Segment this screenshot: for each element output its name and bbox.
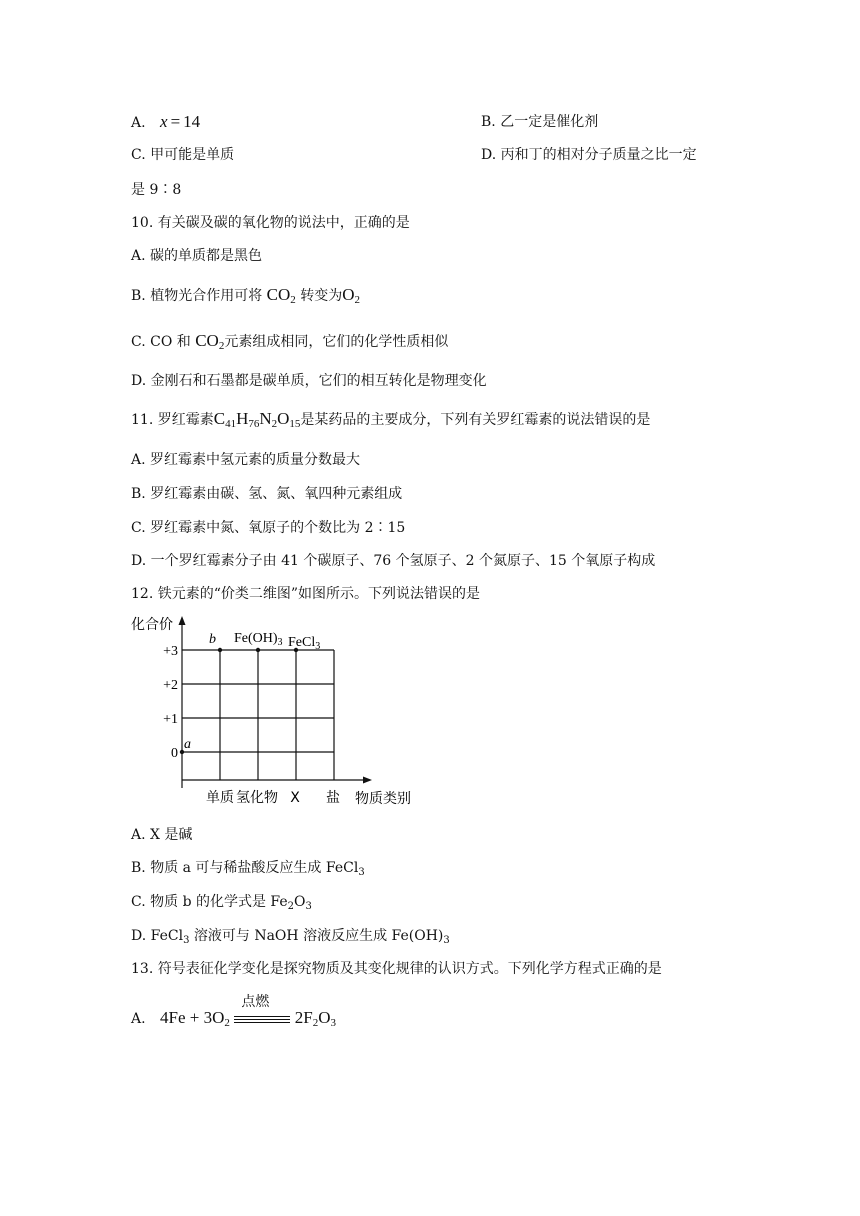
q12-option-a: A. X 是碱 [131,827,193,843]
q10-stem: 10. 有关碳及碳的氧化物的说法中，正确的是 [131,215,410,231]
q9-option-a [131,112,200,133]
q11-option-c: C. 罗红霉素中氮、氧原子的个数比为 2∶15 [131,520,406,536]
y-axis-label: 化合价 [131,617,173,633]
q12-option-d: D. FeCl$_3$ 溶液可与 NaOH 溶液反应生成 $Fe(OH)_3$ [131,928,450,946]
math-variable: x [160,112,168,131]
grid [182,650,334,780]
data-point [256,648,260,652]
q12-stem: 12. 铁元素的“价类二维图”如图所示。下列说法错误的是 [131,586,481,602]
q10-option-c: C. CO 和 $CO_2$元素组成相同，它们的化学性质相似 [131,331,449,352]
q9-option-b: B. 乙一定是催化剂 [481,114,599,130]
y-tick-label: 0 [171,746,178,761]
y-axis-arrow [179,616,186,625]
q12-option-c: C. 物质 b 的化学式是 $Fe_2O_3$ [131,894,312,912]
reaction-condition: 点燃 [241,994,270,1010]
q11-option-a: A. 罗红霉素中氢元素的质量分数最大 [131,452,361,468]
formula-co2: $CO_2$ [195,331,225,352]
q9-option-d: D. 丙和丁的相对分子质量之比一定 [481,147,697,163]
q11-stem: 11. 罗红霉素$C_{41}H_{76}N_2O_{15}$是某药品的主要成分，下列有关罗红霉素的说法错误的是 [131,409,651,430]
y-tick-label: +3 [163,644,178,659]
q9-option-d-continued: 是 9∶8 [131,182,182,198]
math-value: 14 [183,112,201,131]
reaction-arrow [234,994,290,1026]
formula-o2: $O_2$ [342,285,361,306]
y-tick-label: +2 [163,678,178,693]
q10-option-a: A. 碳的单质都是黑色 [131,248,263,264]
point-label: FeCl$_3$ [288,635,321,652]
y-tick-labels [163,644,178,761]
equation-products: $2F_2O_3$ [294,1008,337,1029]
formula-co2: $CO_2$ [266,285,296,306]
x-category-label: 氢化物 [236,790,278,806]
y-tick-label: +1 [163,712,178,727]
valence-class-diagram [125,612,425,812]
x-category-label: 单质 [206,790,234,806]
x-axis-label: 物质类别 [355,791,411,807]
point-label: a [184,737,191,752]
formula-roxithromycin: $C_{41}H_{76}N_2O_{15}$ [213,409,301,430]
point-label: b [209,632,216,647]
q13-option-a: A. $4Fe + 3O_2$ 点燃 $2F_2O_3$ [131,994,337,1029]
q11-option-b: B. 罗红霉素由碳、氢、氮、氧四种元素组成 [131,486,403,502]
equation: $4Fe + 3O_2$ [160,1008,230,1029]
q12-option-b: B. 物质 a 可与稀盐酸反应生成 FeCl$_3$ [131,860,365,878]
q11-option-d: D. 一个罗红霉素分子由 41 个碳原子、76 个氢原子、2 个氮原子、15 个氧原子构成 [131,553,656,569]
q13-stem: 13. 符号表征化学变化是探究物质及其变化规律的认识方式。下列化学方程式正确的是 [131,961,662,977]
x-category-label: 盐 [326,790,340,806]
x-category-label: X [290,790,300,806]
x-category-labels [206,789,340,806]
point-label: $Fe(OH)_3$ [234,631,283,648]
q10-option-d: D. 金刚石和石墨都是碳单质，它们的相互转化是物理变化 [131,373,487,389]
x-axis-arrow [363,777,372,784]
option-label: A. [131,115,146,131]
math-equals: = [170,112,181,131]
q10-option-b: B. 植物光合作用可将 $CO_2$ 转变为$O_2$ [131,285,361,306]
q9-option-c: C. 甲可能是单质 [131,147,235,163]
data-point [218,648,222,652]
